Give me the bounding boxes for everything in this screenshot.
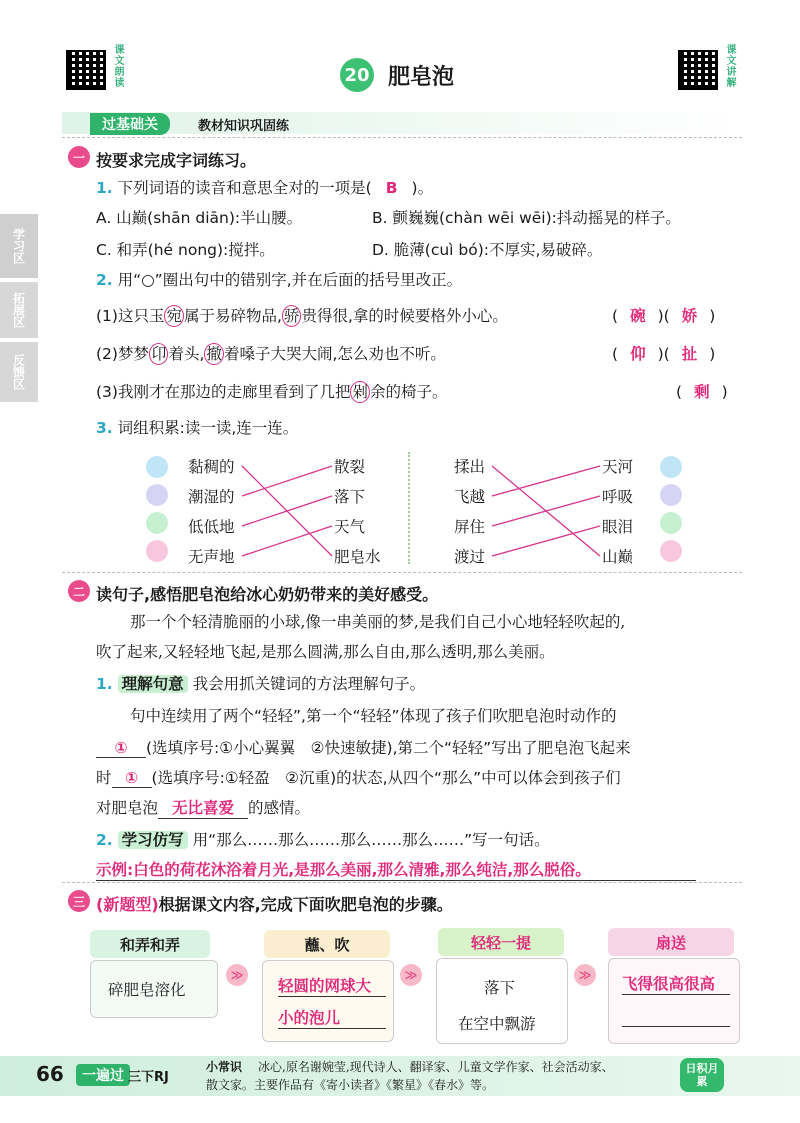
match-word: 落下 [334, 488, 366, 506]
step-3-line-2: 在空中飘游 [458, 1015, 536, 1033]
answer: 扯 [681, 345, 698, 363]
q1-number: 1. [96, 179, 113, 197]
match-line [242, 466, 332, 496]
qr-label-left: 课文朗读 [112, 44, 123, 88]
section-band [62, 112, 742, 134]
s2-q2-example: 示例:白色的荷花沐浴着月光,是那么美丽,那么清雅,那么纯洁,那么脱俗。 [96, 858, 696, 881]
tip-label: 小常识 [206, 1060, 243, 1074]
blank-answer: 无比喜爱 [158, 796, 248, 819]
circled-char: 骄 [283, 307, 300, 325]
passage-line-2: 吹了起来,又轻轻地飞起,是那么圆满,那么自由,那么透明,那么美丽。 [96, 643, 555, 661]
grade-label: 三下RJ [128, 1070, 169, 1085]
step-2-line-1: 轻圆的网球大 [278, 974, 386, 997]
decor-dot [146, 512, 168, 534]
daily-badge: 日积月累 [680, 1058, 724, 1092]
step-3-title: 轻轻一提 [470, 934, 531, 952]
q2-stem: 用“○”圈出句中的错别字,并在后面的括号里改正。 [117, 271, 463, 289]
section-1-number: 一 [68, 146, 90, 168]
s2-q1-stem: 我会用抓关键词的方法理解句子。 [192, 675, 426, 693]
q2-answer-1 [612, 304, 715, 326]
match-line [242, 526, 332, 556]
s2-q2-tag: 学习仿写 [118, 831, 188, 849]
paren: ) [709, 307, 716, 325]
paren: ) [657, 307, 664, 325]
paren: ( [676, 383, 683, 401]
paren: ) [657, 345, 664, 363]
match-word: 呼吸 [602, 488, 634, 506]
decor-dot [660, 540, 682, 562]
match-word: 山巅 [602, 548, 634, 566]
match-word: 散裂 [334, 458, 366, 476]
band-subtitle: 教材知识巩固练 [198, 119, 290, 134]
chevron-right-icon: ≫ [574, 964, 596, 986]
text: (3)我刚才在那边的走廊里看到了几把 [96, 383, 351, 401]
text: 余的椅子。 [369, 383, 448, 401]
section-2-title: 读句子,感悟肥皂泡给冰心奶奶带来的美好感受。 [96, 585, 439, 604]
match-word: 肥皂水 [334, 548, 381, 566]
q2-answer-3 [676, 380, 728, 402]
step-2-line-2: 小的泡儿 [278, 1006, 386, 1029]
text: (选填序号:①小心翼翼 ②快速敏捷),第二个“轻轻”写出了肥皂泡飞起来 [146, 739, 631, 757]
section-3-text: 根据课文内容,完成下面吹肥皂泡的步骤。 [158, 895, 453, 914]
match-line [492, 496, 600, 526]
q1-option-a: A. 山巅(shān diān):半山腰。 [96, 209, 303, 227]
lesson-number: 20 [340, 58, 374, 92]
step-4-line-1: 飞得很高很高 [622, 972, 730, 995]
match-line [492, 526, 600, 556]
match-word: 飞越 [454, 488, 486, 506]
side-tab-expand[interactable]: 拓展区 [0, 282, 38, 338]
q1-end: )。 [411, 179, 434, 197]
paren: ) [721, 383, 728, 401]
text: 的感情。 [248, 799, 311, 817]
paren: ( [663, 307, 670, 325]
q2-answer-2 [612, 342, 715, 364]
decor-dot [660, 484, 682, 506]
page-number: 66 [36, 1062, 64, 1086]
match-word: 潮湿的 [188, 488, 235, 506]
decor-dot [660, 456, 682, 478]
divider [62, 137, 742, 138]
circled-char: 剁 [352, 383, 368, 401]
step-1-title: 和弄和弄 [119, 936, 180, 954]
band-tag: 过基础关 [90, 113, 170, 135]
decor-dot [146, 484, 168, 506]
circled-char: 卬 [150, 345, 167, 363]
match-word: 屏住 [454, 518, 486, 536]
tip-line-2: 散文家。主要作品有《寄小读者》《繁星》《春水》等。 [206, 1078, 495, 1092]
q2-sentence-2 [96, 342, 446, 365]
divider [62, 882, 742, 883]
passage-line-1: 那一个个轻清脆丽的小球,像一串美丽的梦,是我们自己小心地轻轻吹起的, [130, 613, 626, 631]
q3-stem: 词组积累:读一读,连一连。 [117, 419, 299, 437]
section-2-number: 二 [68, 580, 90, 602]
s2-q2-stem: 用“那么……那么……那么……那么……”写一句话。 [192, 831, 550, 849]
qr-code-right[interactable] [678, 50, 718, 90]
blank-answer: ① [96, 739, 146, 758]
answer: 娇 [681, 307, 698, 325]
match-word: 揉出 [454, 458, 486, 476]
q1-answer: B [385, 179, 398, 197]
side-tab-study[interactable]: 学习区 [0, 214, 38, 278]
qr-label-right: 课文讲解 [724, 44, 735, 88]
paren: ) [709, 345, 716, 363]
step-2-title: 蘸、吹 [304, 936, 350, 954]
text: 着头, [168, 345, 205, 363]
s2-q1-line [96, 672, 425, 694]
step-2-box [262, 960, 394, 1042]
step-4-line-2 [622, 1026, 730, 1027]
s2-q1-l4 [96, 796, 310, 819]
step-4-title: 扇送 [655, 934, 686, 952]
s2-q1-number: 1. [96, 675, 113, 693]
q2-number: 2. [96, 271, 113, 289]
answer: 碗 [630, 307, 646, 325]
q1-option-b: B. 颤巍巍(chàn wēi wēi):抖动摇晃的样子。 [372, 209, 681, 227]
q1-option-d: D. 脆薄(cuì bó):不厚实,易破碎。 [372, 241, 603, 259]
q2-sentence-3 [96, 380, 448, 403]
text: (2)梦梦 [96, 345, 149, 363]
answer: 剩 [694, 383, 710, 401]
match-lines [240, 452, 640, 572]
section-3-number: 三 [68, 890, 90, 912]
step-4-box [608, 958, 740, 1044]
brand-badge: 一遍过 [76, 1064, 130, 1086]
section-1-title: 按要求完成字词练习。 [96, 151, 257, 170]
match-word: 低低地 [188, 518, 235, 536]
text: (选填序号:①轻盈 ②沉重)的状态,从四个“那么”中可以体会到孩子们 [151, 769, 621, 787]
match-word: 无声地 [188, 548, 235, 566]
paren: ( [612, 345, 619, 363]
step-3-line-1: 落下 [484, 979, 516, 997]
q1-line [96, 176, 433, 198]
q1-option-c: C. 和弄(hé nong):搅拌。 [96, 241, 275, 259]
tip-line-1: 冰心,原名谢婉莹,现代诗人、翻译家、儿童文学作家、社会活动家、 [258, 1060, 614, 1074]
s2-q1-l2 [96, 736, 631, 758]
decor-dot [660, 512, 682, 534]
s2-q1-l3 [96, 766, 621, 788]
s2-q1-l1: 句中连续用了两个“轻轻”,第一个“轻轻”体现了孩子们吹肥皂泡时动作的 [130, 707, 617, 725]
s2-q2-line [96, 828, 550, 850]
q2-line [96, 268, 462, 290]
text: 贵得很,拿的时候要格外小心。 [301, 307, 508, 325]
q2-sentence-1 [96, 304, 508, 327]
q3-line [96, 416, 298, 438]
chevron-right-icon: ≫ [226, 964, 248, 986]
qr-code-left[interactable] [66, 50, 106, 90]
side-tab-feedback[interactable]: 反馈区 [0, 342, 38, 402]
circled-char: 宛 [166, 307, 182, 325]
step-1-line: 碎肥皂溶化 [108, 981, 186, 999]
lesson-title: 肥皂泡 [388, 65, 455, 90]
s2-q1-tag: 理解句意 [118, 675, 188, 693]
chevron-right-icon: ≫ [400, 964, 422, 986]
q3-number: 3. [96, 419, 113, 437]
text: 对肥皂泡 [96, 799, 159, 817]
match-word: 天气 [334, 518, 366, 536]
text: 属于易碎物品, [183, 307, 282, 325]
circled-char: 撤 [206, 345, 222, 363]
paren: ( [663, 345, 670, 363]
paren: ( [612, 307, 619, 325]
decor-dot [146, 456, 168, 478]
match-line [242, 496, 332, 526]
divider [62, 572, 742, 573]
match-line [492, 466, 600, 496]
text: (1)这只玉 [96, 307, 165, 325]
answer: 仰 [630, 345, 646, 363]
decor-dot [146, 540, 168, 562]
match-left-a [188, 452, 235, 572]
section-3-title [96, 892, 453, 915]
blank-answer: ① [112, 769, 152, 788]
match-word: 渡过 [454, 548, 486, 566]
match-word: 天河 [602, 458, 634, 476]
match-word: 眼泪 [602, 518, 634, 536]
new-type-tag: (新题型) [96, 895, 159, 914]
s2-q2-number: 2. [96, 831, 113, 849]
match-word: 黏稠的 [188, 458, 235, 476]
text: 着嗓子大哭大闹,怎么劝也不听。 [223, 345, 446, 363]
text: 时 [96, 769, 112, 787]
q1-stem: 下列词语的读音和意思全对的一项是( [117, 179, 372, 197]
